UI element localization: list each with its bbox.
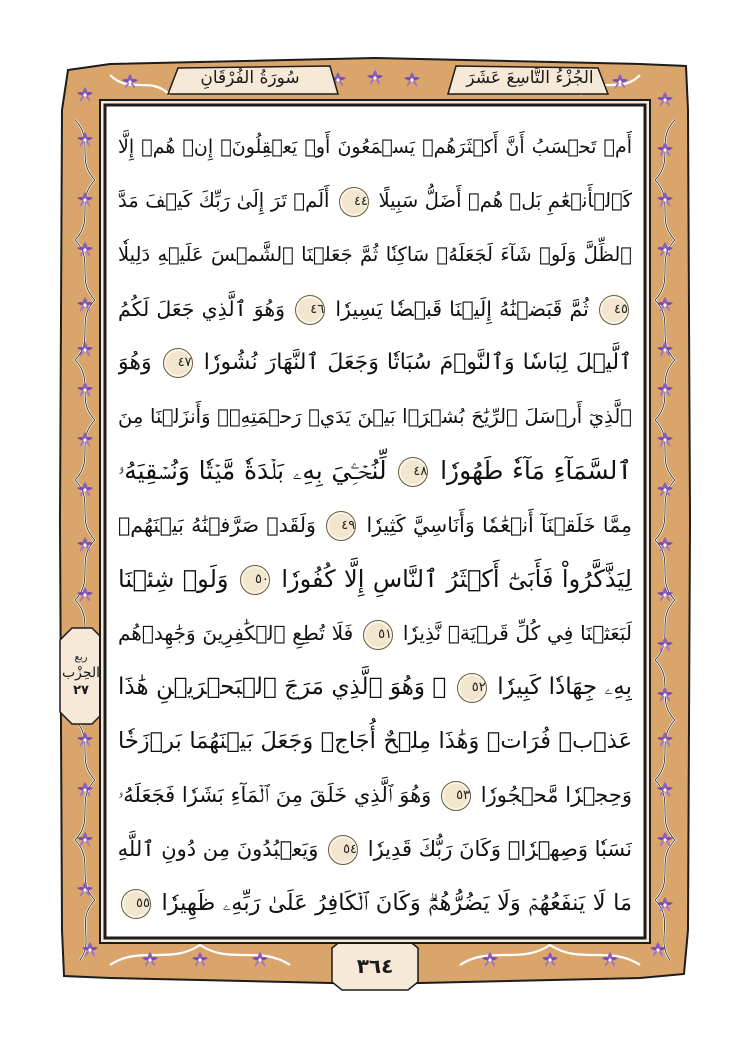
verse-line [118,444,632,498]
verse-text: نَسَبٗا وَصِهۡرٗاۗ وَكَانَ رَبُّكَ قَدِيرٗا [367,837,632,861]
verse-line [118,606,632,660]
ayah-number-marker: ٤٦ [295,295,325,325]
verse-line [118,498,632,552]
verse-text: وَهُوَ ٱلَّذِي جَعَلَ لَكُمُ [118,297,286,321]
verse-line [118,876,632,930]
verse-line [118,174,632,228]
verse-text: ٱلَّيۡلَ لِبَاسٗا وَٱلنَّوۡمَ سُبَاتٗا وَجَعَلَ ٱلنَّهَارَ نُشُورٗا [203,350,632,375]
verse-line [118,228,632,282]
verse-line [118,552,632,606]
verse-text: ٱلسَّمَآءِ مَآءٗ طَهُورٗا [440,456,632,485]
ayah-number-marker: ٥٠ [240,565,270,595]
verse-text: أَلَمۡ تَرَ إِلَىٰ رَبِّكَ كَيۡفَ مَدَّ [118,189,330,212]
verse-text: لَبَعَثۡنَا فِي كُلِّ قَرۡيَةٖ نَّذِيرٗا [402,621,632,645]
ayah-number-marker: ٥١ [363,620,393,650]
ayah-number-marker: ٥٣ [441,781,471,811]
verse-text: عَذۡبٞ فُرَاتٞ وَهَٰذَا مِلۡحٌ أُجَاجٞ وَجَعَلَ بَيۡنَهُمَا بَرۡزَخٗا [118,728,632,754]
verse-text: وَيَعۡبُدُونَ مِن دُونِ ٱللَّهِ [118,837,319,861]
verse-line [118,660,632,714]
verse-text: أَمۡ تَحۡسَبُ أَنَّ أَكۡثَرَهُمۡ يَسۡمَعُونَ أَوۡ يَعۡقِلُونَۚ إِنۡ هُمۡ إِلَّا [118,136,632,158]
ayah-number-marker: ٤٨ [398,457,428,487]
verse-text: وَهُوَ ٱلَّذِي خَلَقَ مِنَ ٱلۡمَآءِ بَشَرٗا فَجَعَلَهُۥ [118,783,432,807]
verse-line [118,768,632,822]
verse-text: ۞ وَهُوَ ٱلَّذِي مَرَجَ ٱلۡبَحۡرَيۡنِ هَٰذَا [118,674,447,700]
verse-line [118,822,632,876]
verse-text: ٱلَّذِيٓ أَرۡسَلَ ٱلرِّيَٰحَ بُشۡرَۢا بَيۡنَ يَدَيۡ رَحۡمَتِهِۦۚ وَأَنزَلۡنَا مِنَ [118,405,632,428]
verse-line [118,714,632,768]
verse-text: ثُمَّ قَبَضۡنَٰهُ إِلَيۡنَا قَبۡضٗا يَسِيرٗا [335,297,589,321]
hizb-label: الحِزْب [61,665,101,681]
verse-text: لِيَذَّكَّرُواْ فَأَبَىٰٓ أَكۡثَرُ ٱلنَّاسِ إِلَّا كُفُورٗا [281,565,632,593]
verse-text: وَحِجۡرٗا مَّحۡجُورٗا [480,783,632,807]
ayah-number-marker: ٥٢ [457,673,487,703]
hizb-marker [58,640,104,720]
verse-line [118,282,632,336]
text-panel [108,108,642,936]
ayah-number-marker: ٤٧ [163,348,193,378]
verse-text: مِمَّا خَلَقۡنَآ أَنۡعَٰمٗا وَأَنَاسِيَّ كَثِيرٗا [366,513,632,537]
verse-text: مَا لَا يَنفَعُهُمۡ وَلَا يَضُرُّهُمۡۗ وَكَانَ ٱلۡكَافِرُ عَلَىٰ رَبِّهِۦ ظَهِيرٗا [161,890,632,916]
ayah-number-marker: ٤٤ [339,187,369,217]
ayah-number-marker: ٥٤ [328,835,358,865]
verse-text: ٱلظِّلَّ وَلَوۡ شَآءَ لَجَعَلَهُۥ سَاكِنٗا ثُمَّ جَعَلۡنَا ٱلشَّمۡسَ عَلَيۡهِ دَلِيلٗا [118,243,632,266]
verse-text: فَلَا تُطِعِ ٱلۡكَٰفِرِينَ وَجَٰهِدۡهُم [118,621,354,645]
hizb-quarter-label: ربع [74,652,88,663]
verse-text: لِّنُحۡـِۧيَ بِهِۦ بَلۡدَةٗ مَّيۡتٗا وَنُسۡقِيَهُۥ [118,456,387,485]
hizb-number: ٢٧ [73,683,89,698]
verse-text: وَهُوَ [118,350,152,375]
ayah-number-marker: ٥٥ [121,889,151,919]
ayah-number-marker: ٤٩ [326,511,356,541]
verse-text: كَٱلۡأَنۡعَٰمِ بَلۡ هُمۡ أَضَلُّ سَبِيلًا [378,189,632,212]
verse-text: وَلَوۡ شِئۡنَا [118,565,229,593]
verse-text: بِهِۦ جِهَادٗا كَبِيرٗا [497,674,632,700]
ayah-number-marker: ٤٥ [599,295,629,325]
verse-line [118,390,632,444]
verse-line [118,120,632,174]
verse-line [118,336,632,390]
surah-title: سُورَةُ الفُرْقَانِ [200,68,300,88]
verse-text: وَلَقَدۡ صَرَّفۡنَٰهُ بَيۡنَهُمۡ [118,513,316,537]
page-number: ٣٦٤ [356,954,394,978]
juz-title: الجُزْءُ التَّاسِعَ عَشَرَ [466,68,594,88]
